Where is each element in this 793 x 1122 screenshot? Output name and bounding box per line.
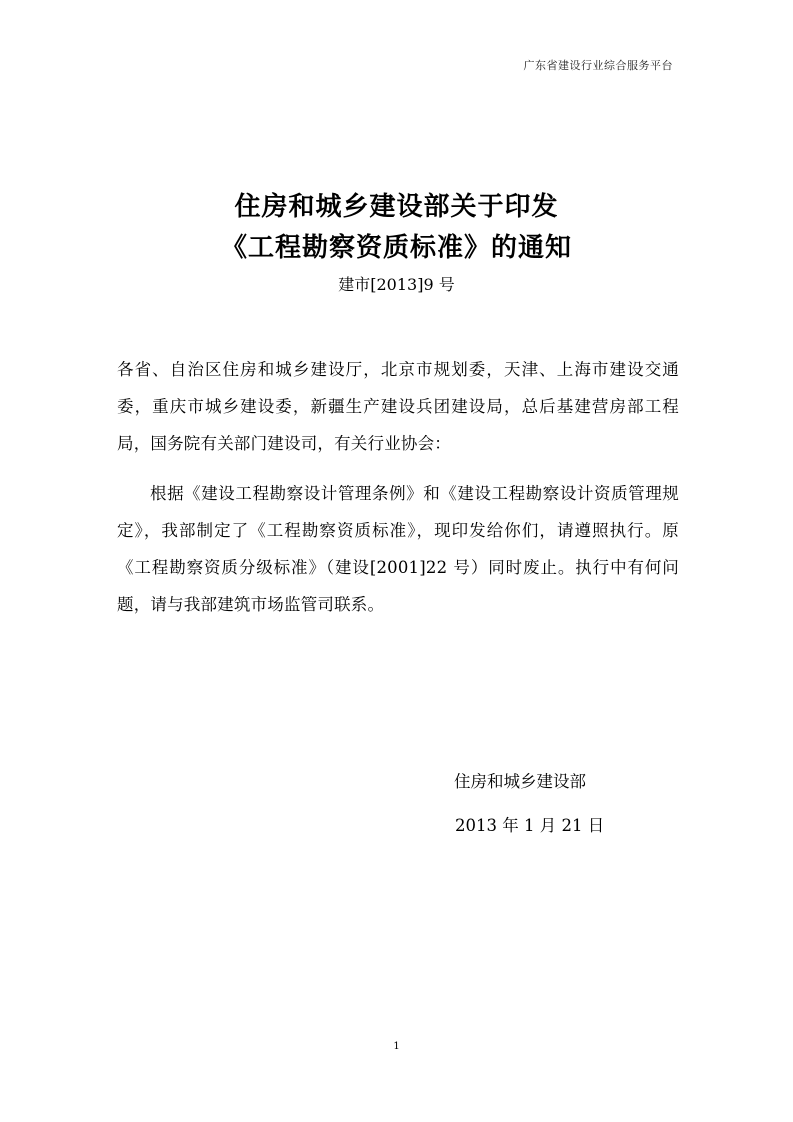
signature-organization: 住房和城乡建设部 [454, 772, 586, 791]
signature-date: 2013 年 1 月 21 日 [455, 816, 605, 835]
document-number: 建市[2013]9 号 [338, 275, 455, 294]
document-title-line-2: 《工程勘察资质标准》的通知 [220, 233, 572, 263]
header-rule [118, 78, 675, 79]
recipients-paragraph: 各省、自治区住房和城乡建设厅，北京市规划委，天津、上海市建设交通委，重庆市城乡建设委，新疆生产建设兵团建设局，总后基建营房部工程局，国务院有关部门建设司，有关行业协会： [117, 360, 679, 453]
header-platform-name: 广东省建设行业综合服务平台 [523, 59, 673, 72]
page-number: 1 [393, 1041, 400, 1052]
document-title-line-1: 住房和城乡建设部关于印发 [234, 192, 559, 222]
content-paragraph: 根据《建设工程勘察设计管理条例》和《建设工程勘察设计资质管理规定》，我部制定了《工程勘察资质标准》，现印发给你们，请遵照执行。原《工程勘察资质分级标准》（建设[2001]22 号）同时废止。执行中有何问题，请与我部建筑市场监管司联系。 [117, 484, 679, 614]
